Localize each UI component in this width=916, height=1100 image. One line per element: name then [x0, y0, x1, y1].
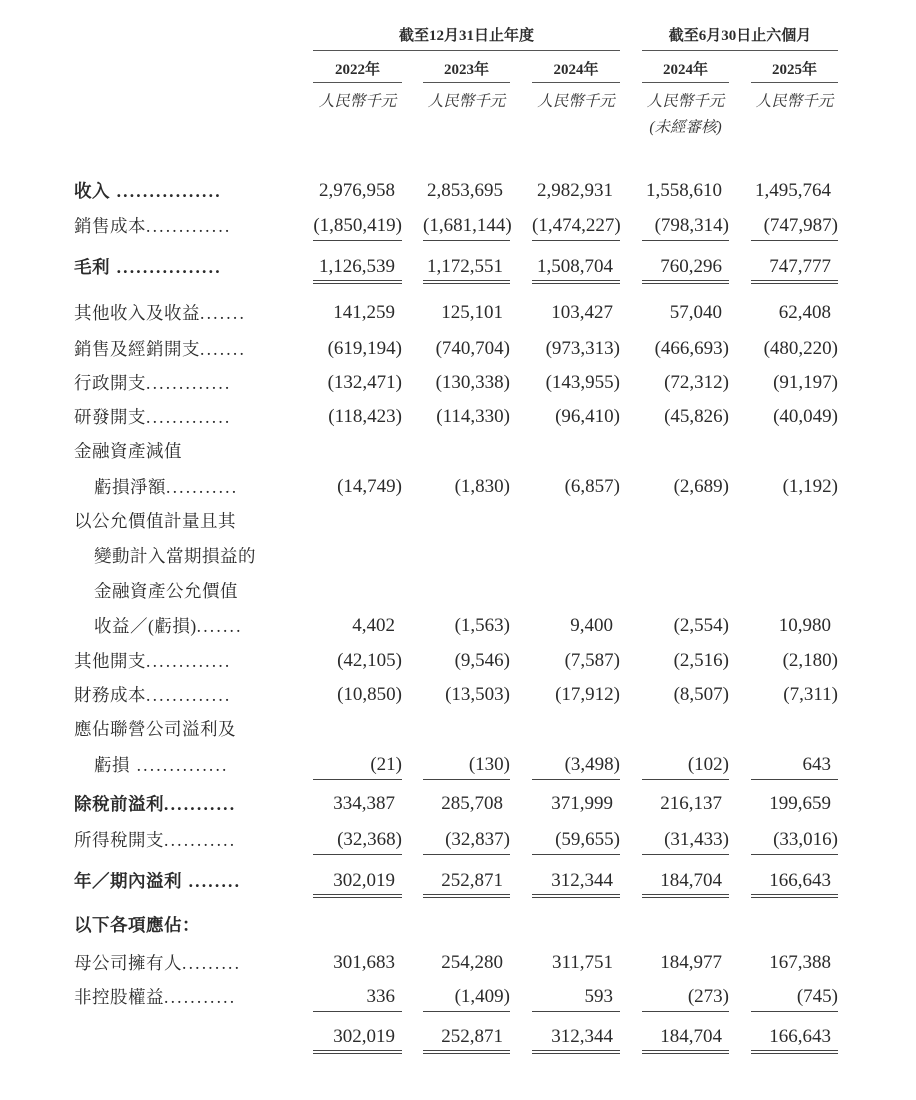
row-label — [74, 948, 286, 978]
leader-dots: ................ — [110, 181, 222, 201]
cell-value — [751, 680, 838, 710]
cell-number: (7,311) — [783, 684, 838, 705]
row-label — [74, 506, 286, 536]
cell-value — [751, 252, 838, 284]
row-label — [94, 576, 286, 606]
cell-number: (8,507) — [673, 684, 729, 705]
cell-number: 141,259 — [333, 302, 395, 323]
cell-number: 254,280 — [441, 952, 503, 973]
cell-number: (21) — [370, 754, 402, 775]
cell-value — [642, 611, 729, 641]
cell-number: (13,503) — [445, 684, 510, 705]
cell-value — [642, 252, 729, 284]
cell-value — [642, 176, 729, 206]
table-row — [0, 436, 916, 466]
cell-value — [751, 176, 838, 206]
row-label-text: 銷售成本 — [74, 216, 146, 236]
cell-value — [532, 402, 620, 432]
cell-value — [532, 982, 620, 1012]
row-label — [74, 789, 286, 819]
table-row — [0, 825, 916, 855]
row-label-text: 其他開支 — [74, 651, 146, 671]
row-label — [74, 910, 286, 940]
leader-dots: ....... — [200, 339, 247, 359]
column-year: 2022年 — [313, 58, 402, 83]
cell-number: (1,563) — [454, 615, 510, 636]
column-unaudited-note: (未經審核) — [649, 119, 722, 136]
row-label — [74, 825, 286, 855]
cell-number: (130,338) — [435, 372, 510, 393]
cell-value — [423, 211, 510, 241]
cell-value — [751, 611, 838, 641]
cell-number: (17,912) — [555, 684, 620, 705]
cell-number: (32,837) — [445, 829, 510, 850]
table-row — [0, 982, 916, 1012]
table-row — [0, 211, 916, 241]
cell-value — [532, 472, 620, 502]
cell-number: (130) — [468, 754, 510, 775]
cell-number: (143,955) — [545, 372, 620, 393]
row-label — [74, 252, 286, 282]
cell-value — [313, 948, 402, 978]
cell-number: 760,296 — [660, 256, 722, 277]
row-label-text: 應佔聯營公司溢利及 — [74, 719, 236, 739]
cell-value — [313, 402, 402, 432]
header-group-fiscal-year: 截至12月31日止年度 — [313, 24, 620, 51]
cell-number: 1,126,539 — [319, 256, 395, 277]
cell-number: 9,400 — [570, 615, 613, 636]
table-row — [0, 646, 916, 676]
row-label-text: 年／期內溢利 — [74, 871, 182, 891]
table-row — [0, 948, 916, 978]
table-row — [0, 472, 916, 502]
leader-dots: ........... — [164, 830, 237, 850]
cell-value — [751, 750, 838, 780]
cell-number: 336 — [366, 986, 395, 1007]
cell-value — [751, 211, 838, 241]
cell-number: (1,192) — [782, 476, 838, 497]
row-label-text: 毛利 — [74, 257, 110, 277]
leader-dots: ............. — [146, 685, 232, 705]
cell-value — [751, 402, 838, 432]
column-unit: 人民幣千元 — [537, 93, 615, 110]
cell-value — [751, 825, 838, 855]
table-row — [0, 334, 916, 364]
column-unit: 人民幣千元 — [646, 93, 725, 110]
cell-value — [532, 866, 620, 898]
cell-number: 184,977 — [660, 952, 722, 973]
cell-value — [423, 334, 510, 364]
row-label — [74, 714, 286, 744]
cell-number: 312,344 — [551, 870, 613, 891]
leader-dots: ......... — [182, 953, 242, 973]
table-row — [0, 576, 916, 606]
cell-value — [751, 472, 838, 502]
leader-dots: ........ — [182, 871, 242, 891]
cell-number: 2,982,931 — [537, 180, 613, 201]
cell-number: (72,312) — [664, 372, 729, 393]
leader-dots: ........... — [166, 477, 239, 497]
cell-number: (132,471) — [327, 372, 402, 393]
table-row — [0, 541, 916, 571]
leader-dots: ........... — [164, 987, 237, 1007]
cell-value — [532, 750, 620, 780]
row-label — [94, 611, 286, 641]
cell-number: 593 — [584, 986, 613, 1007]
cell-number: (1,681,144) — [423, 215, 512, 236]
cell-number: (2,180) — [782, 650, 838, 671]
cell-number: 302,019 — [333, 1026, 395, 1047]
cell-number: (747,987) — [763, 215, 838, 236]
column-year: 2024年 — [642, 58, 729, 83]
cell-value — [751, 298, 838, 328]
row-label-text: 母公司擁有人 — [74, 953, 182, 973]
cell-number: (14,749) — [337, 476, 402, 497]
cell-number: 199,659 — [769, 793, 831, 814]
cell-value — [642, 298, 729, 328]
cell-value — [313, 252, 402, 284]
cell-value — [751, 948, 838, 978]
row-label — [74, 368, 286, 398]
cell-number: (45,826) — [664, 406, 729, 427]
cell-number: (1,474,227) — [532, 215, 621, 236]
cell-value — [313, 982, 402, 1012]
table-row — [0, 368, 916, 398]
row-label-text: 金融資產公允價值 — [94, 581, 238, 601]
cell-number: 125,101 — [441, 302, 503, 323]
cell-value — [532, 334, 620, 364]
cell-number: (96,410) — [555, 406, 620, 427]
cell-value — [642, 646, 729, 676]
cell-number: 302,019 — [333, 870, 395, 891]
table-row — [0, 298, 916, 328]
cell-number: (1,409) — [454, 986, 510, 1007]
row-label-text: 收入 — [74, 181, 110, 201]
cell-value — [642, 472, 729, 502]
cell-value — [751, 982, 838, 1012]
cell-value — [423, 472, 510, 502]
cell-value — [532, 680, 620, 710]
cell-value — [532, 211, 620, 241]
row-label — [74, 982, 286, 1012]
cell-value — [642, 334, 729, 364]
cell-number: (2,689) — [673, 476, 729, 497]
column-unit: 人民幣千元 — [318, 93, 397, 110]
cell-number: (40,049) — [773, 406, 838, 427]
column-unit: 人民幣千元 — [427, 93, 506, 110]
column-year: 2023年 — [423, 58, 510, 83]
cell-number: (32,368) — [337, 829, 402, 850]
cell-number: (1,830) — [454, 476, 510, 497]
cell-value — [313, 866, 402, 898]
row-label-text: 非控股權益 — [74, 987, 164, 1007]
cell-value — [313, 789, 402, 819]
cell-number: (7,587) — [564, 650, 620, 671]
cell-value — [532, 789, 620, 819]
cell-value — [423, 680, 510, 710]
cell-number: 252,871 — [441, 870, 503, 891]
cell-value — [423, 298, 510, 328]
cell-value — [642, 789, 729, 819]
cell-number: 62,408 — [778, 302, 831, 323]
cell-number: 285,708 — [441, 793, 503, 814]
cell-number: 747,777 — [769, 256, 831, 277]
cell-value — [642, 211, 729, 241]
column-unit: 人民幣千元 — [755, 93, 834, 110]
cell-number: (59,655) — [555, 829, 620, 850]
table-row — [0, 176, 916, 206]
cell-number: (33,016) — [773, 829, 838, 850]
cell-value — [423, 982, 510, 1012]
cell-value — [313, 680, 402, 710]
leader-dots: ................ — [110, 257, 222, 277]
cell-value — [313, 1022, 402, 1054]
cell-value — [423, 750, 510, 780]
cell-number: 334,387 — [333, 793, 395, 814]
table-row — [0, 910, 916, 940]
cell-number: 1,172,551 — [427, 256, 503, 277]
cell-number: 57,040 — [669, 302, 722, 323]
cell-number: 2,976,958 — [319, 180, 395, 201]
cell-number: (31,433) — [664, 829, 729, 850]
row-label-text: 金融資產減值 — [74, 441, 182, 461]
cell-number: 1,495,764 — [755, 180, 831, 201]
cell-value — [423, 825, 510, 855]
cell-number: 643 — [802, 754, 831, 775]
cell-value — [642, 368, 729, 398]
cell-value — [642, 750, 729, 780]
row-label-text: 變動計入當期損益的 — [94, 546, 256, 566]
cell-value — [313, 298, 402, 328]
cell-number: 4,402 — [352, 615, 395, 636]
cell-value — [642, 402, 729, 432]
cell-number: (466,693) — [654, 338, 729, 359]
cell-number: (3,498) — [564, 754, 620, 775]
cell-number: (42,105) — [337, 650, 402, 671]
cell-value — [751, 789, 838, 819]
row-label — [74, 298, 286, 328]
cell-value — [313, 750, 402, 780]
cell-value — [532, 368, 620, 398]
cell-value — [313, 611, 402, 641]
cell-number: 301,683 — [333, 952, 395, 973]
cell-value — [313, 646, 402, 676]
cell-number: 1,558,610 — [646, 180, 722, 201]
row-label — [74, 211, 286, 241]
table-row — [0, 402, 916, 432]
cell-value — [532, 948, 620, 978]
cell-number: 166,643 — [769, 870, 831, 891]
cell-value — [423, 368, 510, 398]
cell-value — [642, 866, 729, 898]
cell-value — [532, 646, 620, 676]
cell-value — [532, 298, 620, 328]
cell-number: (102) — [687, 754, 729, 775]
header-group-six-months: 截至6月30日止六個月 — [642, 24, 838, 51]
cell-number: (740,704) — [435, 338, 510, 359]
row-label-text: 虧損淨額 — [94, 477, 166, 497]
leader-dots: .............. — [130, 755, 229, 775]
cell-value — [642, 948, 729, 978]
cell-value — [751, 368, 838, 398]
cell-value — [751, 334, 838, 364]
cell-number: (619,194) — [327, 338, 402, 359]
row-label — [74, 866, 286, 896]
table-row — [0, 866, 916, 896]
leader-dots: ....... — [200, 303, 247, 323]
row-label — [74, 436, 286, 466]
cell-value — [423, 789, 510, 819]
cell-number: (9,546) — [454, 650, 510, 671]
row-label-text: 以公允價值計量且其 — [74, 511, 236, 531]
row-label-text: 所得稅開支 — [74, 830, 164, 850]
row-label — [74, 646, 286, 676]
row-label-text: 研發開支 — [74, 407, 146, 427]
cell-number: (114,330) — [436, 406, 510, 427]
cell-value — [751, 1022, 838, 1054]
cell-value — [423, 176, 510, 206]
cell-number: (91,197) — [773, 372, 838, 393]
cell-value — [313, 211, 402, 241]
leader-dots: ............. — [146, 651, 232, 671]
cell-number: 167,388 — [769, 952, 831, 973]
cell-number: (480,220) — [763, 338, 838, 359]
table-row — [0, 506, 916, 536]
cell-number: 216,137 — [660, 793, 722, 814]
table-row — [0, 680, 916, 710]
cell-number: 371,999 — [551, 793, 613, 814]
cell-number: 252,871 — [441, 1026, 503, 1047]
table-row — [0, 789, 916, 819]
cell-value — [423, 402, 510, 432]
cell-number: (745) — [796, 986, 838, 1007]
row-label-text: 虧損 — [94, 755, 130, 775]
row-label-text: 其他收入及收益 — [74, 303, 200, 323]
cell-value — [313, 825, 402, 855]
cell-number: (10,850) — [337, 684, 402, 705]
cell-value — [313, 176, 402, 206]
cell-number: (798,314) — [654, 215, 729, 236]
row-label — [94, 541, 286, 571]
leader-dots: ............. — [146, 407, 232, 427]
row-label — [74, 680, 286, 710]
row-label — [94, 750, 286, 780]
cell-value — [751, 646, 838, 676]
cell-number: (973,313) — [545, 338, 620, 359]
table-row — [0, 714, 916, 744]
cell-number: 10,980 — [778, 615, 831, 636]
cell-number: 1,508,704 — [537, 256, 613, 277]
cell-number: 311,751 — [551, 952, 613, 973]
row-label — [74, 176, 286, 206]
cell-number: 166,643 — [769, 1026, 831, 1047]
cell-value — [532, 825, 620, 855]
leader-dots: ............. — [146, 216, 232, 236]
cell-value — [313, 334, 402, 364]
row-label-text: 除稅前溢利 — [74, 794, 164, 814]
column-year: 2024年 — [532, 58, 620, 83]
cell-number: (6,857) — [564, 476, 620, 497]
leader-dots: ........... — [164, 794, 237, 814]
row-label — [74, 402, 286, 432]
cell-value — [642, 825, 729, 855]
cell-value — [751, 866, 838, 898]
table-row — [0, 750, 916, 780]
cell-value — [532, 1022, 620, 1054]
cell-value — [642, 1022, 729, 1054]
cell-value — [423, 646, 510, 676]
cell-number: (273) — [687, 986, 729, 1007]
cell-value — [423, 611, 510, 641]
row-label — [94, 472, 286, 502]
cell-number: (1,850,419) — [313, 215, 402, 236]
cell-value — [423, 1022, 510, 1054]
cell-value — [423, 252, 510, 284]
table-row — [0, 252, 916, 282]
row-label-text: 銷售及經銷開支 — [74, 339, 200, 359]
cell-number: 103,427 — [551, 302, 613, 323]
cell-value — [532, 252, 620, 284]
cell-value — [642, 680, 729, 710]
cell-value — [642, 982, 729, 1012]
cell-number: (2,554) — [673, 615, 729, 636]
row-label — [74, 334, 286, 364]
cell-number: 184,704 — [660, 1026, 722, 1047]
cell-number: 2,853,695 — [427, 180, 503, 201]
row-label-text: 財務成本 — [74, 685, 146, 705]
row-label-text: 行政開支 — [74, 373, 146, 393]
row-label-text: 收益／(虧損) — [94, 616, 197, 636]
cell-value — [313, 368, 402, 398]
cell-number: 184,704 — [660, 870, 722, 891]
table-row — [0, 1022, 916, 1052]
cell-value — [313, 472, 402, 502]
cell-value — [423, 866, 510, 898]
leader-dots: ............. — [146, 373, 232, 393]
cell-number: 312,344 — [551, 1026, 613, 1047]
column-year: 2025年 — [751, 58, 838, 83]
leader-dots: ....... — [196, 616, 243, 636]
cell-number: (118,423) — [328, 406, 402, 427]
cell-value — [423, 948, 510, 978]
row-label-text: 以下各項應佔： — [74, 915, 200, 935]
cell-value — [532, 176, 620, 206]
cell-number: (2,516) — [673, 650, 729, 671]
cell-value — [532, 611, 620, 641]
table-row — [0, 611, 916, 641]
